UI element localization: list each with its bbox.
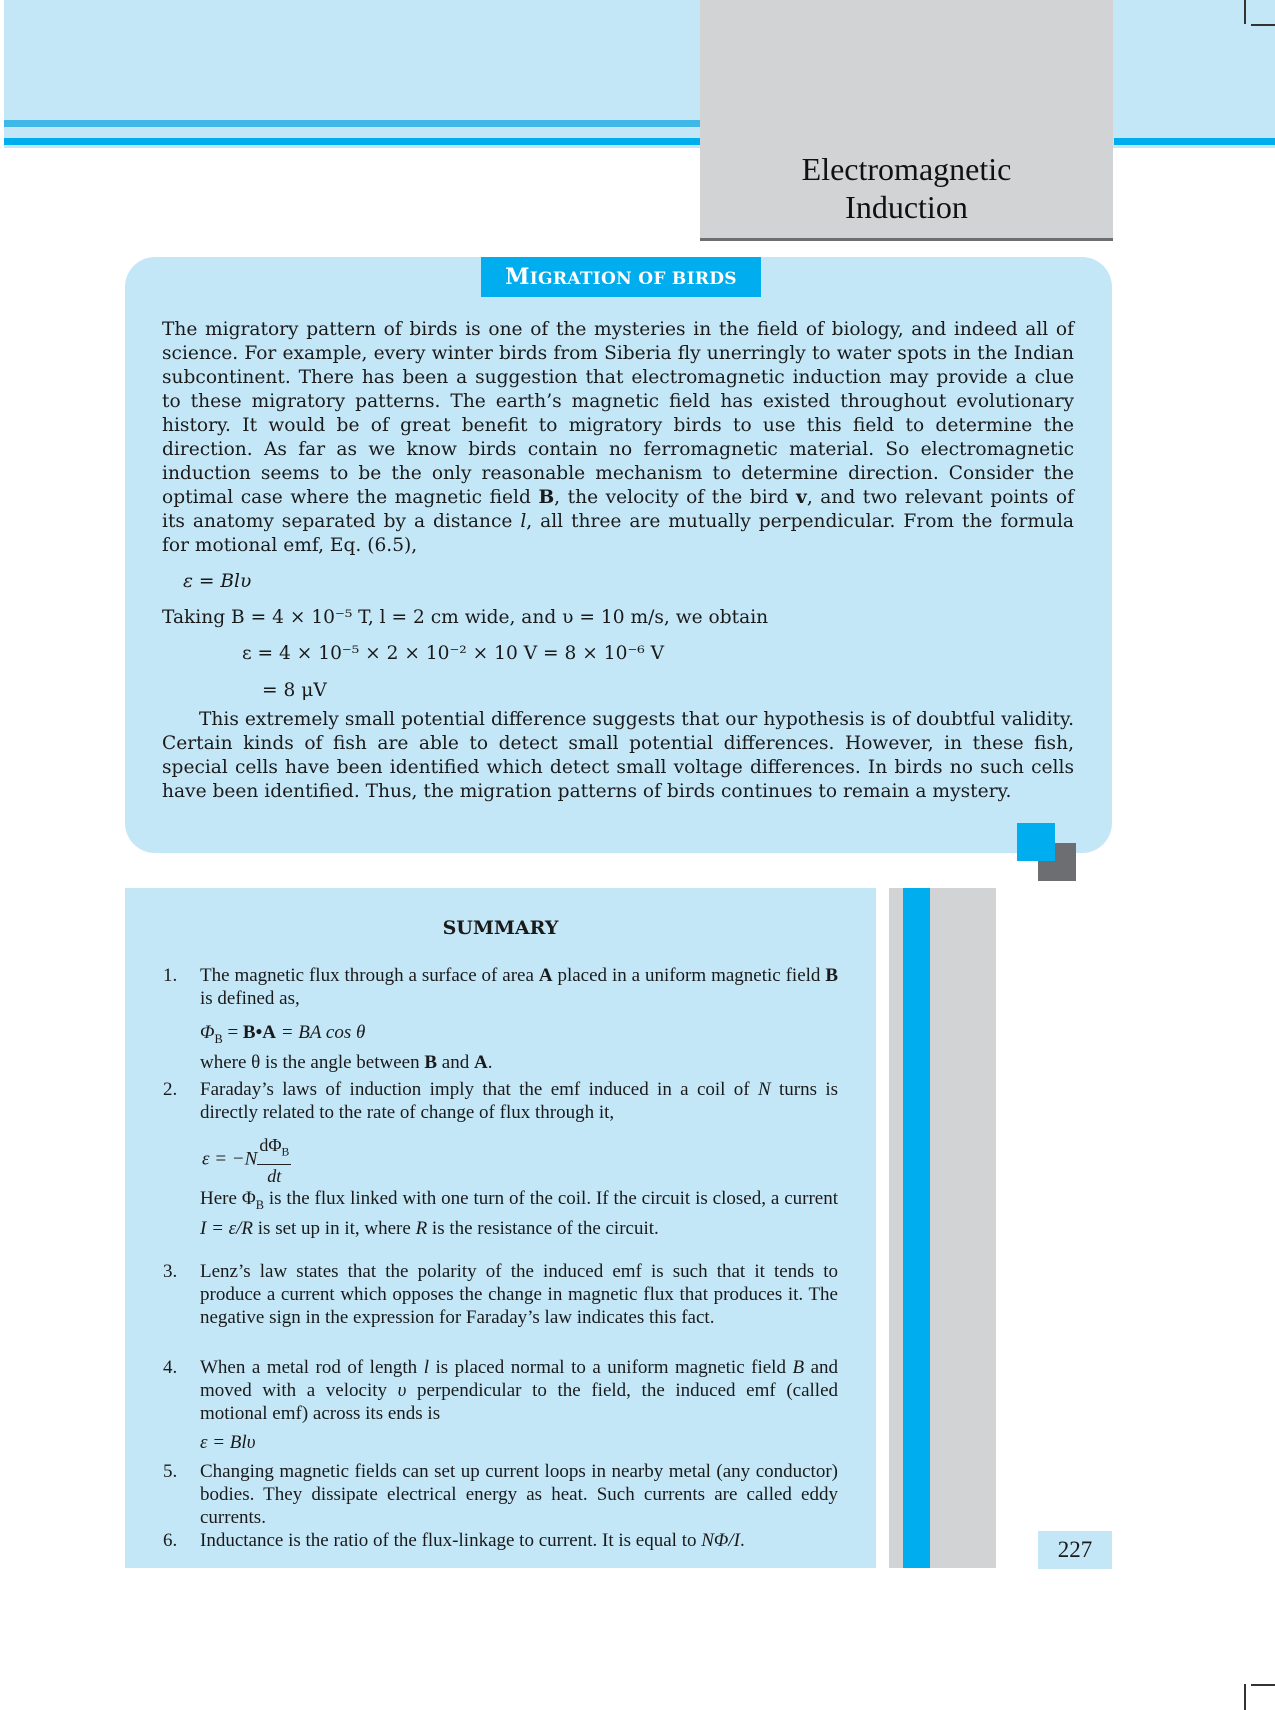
fraction [257,1134,291,1187]
item-text: Changing magnetic fields can set up current loops in nearby metal (any conductor) bodies. They dissipate electrical energy as heat. Such currents are called eddy currents. [200,1461,838,1528]
text: When a metal rod of length [200,1357,418,1378]
italic-l: l [423,1357,429,1378]
faraday-equation [202,1134,291,1187]
header-rule-upper [4,120,700,127]
para-text: , and two relevant points of its anatomy separated by a distance [162,487,1074,532]
bold-B: B [538,487,555,508]
italic-R: R [415,1217,428,1239]
crop-mark [1251,1684,1275,1686]
crop-mark [1244,1684,1246,1710]
para-text: , all three are mutually perpendicular. From the formula for motional emf, Eq. (6.5), [162,511,1074,556]
bold-B: B [424,1052,438,1073]
subscript: B [214,1031,223,1046]
item-number: 5. [163,1461,178,1482]
text: Inductance is the ratio of the flux-linkage to current. It is equal to [200,1530,697,1551]
item-text [200,1356,838,1425]
flux-where [200,1051,492,1074]
subscript: B [281,1145,290,1159]
text: . [487,1052,493,1073]
text: is placed normal to a uniform magnetic field [435,1357,786,1378]
flux-equation [200,1021,365,1051]
crop-mark [1251,24,1275,26]
text: and [441,1052,470,1073]
title-text: IGRATION OF [529,269,672,289]
summary-item-3 [163,1260,838,1352]
numerator [257,1134,291,1165]
text: NΦ/I [701,1530,740,1551]
text: . [739,1530,745,1551]
text: ε = Blυ [200,1432,256,1453]
italic-N: N [757,1079,771,1100]
item-text [200,1529,838,1552]
summary-item-5 [163,1460,838,1529]
equation-calc: ε = 4 × 10⁻⁵ × 2 × 10⁻² × 10 V = 8 × 10⁻⁶ V [242,643,665,664]
chapter-title-line1: Electromagnetic [801,151,1012,187]
para-text: The migratory pattern of birds is one of the mysteries in the field of biology, and indeed all of science. For example, every winter birds from Siberia fly unerringly to water spots in the Indian subcontinent. There has been a suggestion that electromagnetic induction may provide a clue to these migratory patterns. The earth’s magnetic field has existed throughout evolutionary history. It would be of great benefit to migratory birds to use this field to determine the direction. As far as we know birds contain no ferromagnetic material. So electromagnetic induction seems to be the only reasonable mechanism to determine direction. Consider the optimal case where the magnetic field [162,319,1074,508]
migration-box-title [481,257,761,297]
subscript: B [255,1197,264,1212]
item-text: Lenz’s law states that the polarity of the induced emf is such that it tends to produce a current which opposes the change in magnetic flux that produces it. The negative sign in the expression for Faraday’s law indicates this fact. [200,1261,838,1328]
text: is set up in it, where [257,1217,411,1239]
taking-values: Taking B = 4 × 10⁻⁵ T, l = 2 cm wide, and υ = 10 m/s, we obtain [162,607,769,628]
deco-square-blue [1017,823,1055,861]
item-number: 2. [163,1079,178,1100]
text: = [227,1022,239,1043]
item-text [200,1187,838,1240]
side-bar-blue [903,888,930,1568]
header-rule-lower [4,138,700,145]
summary-item-2 [163,1078,838,1124]
text: The magnetic flux through a surface of area [200,965,534,986]
phi: Φ [200,1022,215,1043]
text: = BA cos θ [280,1022,366,1043]
item-number: 1. [163,965,178,986]
summary-item-6 [163,1529,838,1552]
italic-B: B [792,1357,805,1378]
bold-A: A [538,965,553,986]
motional-emf-equation [200,1431,255,1454]
text: dΦ [259,1135,282,1155]
bold-B: B [825,965,839,986]
text: is defined as, [200,988,300,1009]
title-initial: M [505,264,530,290]
text: ε = −N [202,1148,258,1170]
item-text [200,964,838,1010]
summary-heading: SUMMARY [442,917,559,939]
text: Here Φ [200,1188,256,1209]
bold-BA: B•A [242,1022,276,1043]
chapter-title [700,150,1113,226]
text: Faraday’s laws of induction imply that the emf induced in a coil of [200,1079,750,1100]
text: I = ε/R [200,1217,254,1239]
item-number: 3. [163,1261,178,1282]
text: where θ is the angle between [200,1052,420,1073]
text: dt [267,1165,282,1186]
italic-l: l [520,511,527,532]
text: is the flux linked with one turn of the coil. If the circuit is closed, a current [268,1188,839,1209]
migration-para-2 [162,708,1074,804]
text: placed in a uniform magnetic field [557,965,821,986]
text: perpendicular to the field, the induced emf (called motional emf) across its ends is [200,1380,839,1424]
para-text: , the velocity of the bird [554,487,789,508]
equation-result: = 8 μV [262,680,327,701]
item-number: 4. [163,1357,178,1378]
chapter-title-line2: Induction [845,189,968,225]
bold-v: v [796,487,807,508]
summary-item-4 [163,1356,838,1425]
equation-emf [183,570,251,594]
para-text: This extremely small potential difference suggests that our hypothesis is of doubtful validity. Certain kinds of fish are able to detect small potential differences. However, in these fish, special cells have been identified which detect small voltage differences. In birds no such cells have been identified. Thus, the migration patterns of birds continues to remain a mystery. [162,709,1074,802]
text: is the resistance of the circuit. [431,1217,659,1239]
page-number: 227 [1038,1531,1112,1569]
text: turns is directly related to the rate of change of flux through it, [200,1079,838,1123]
summary-item-1 [163,964,838,1010]
crop-mark [1244,0,1246,24]
denominator [257,1165,291,1187]
item-text [200,1078,838,1124]
text: and moved with a velocity [200,1357,839,1401]
header-rule-right [1114,138,1275,145]
summary-item-2-here [200,1187,838,1256]
migration-para-1 [162,318,1074,558]
equation-text: ε = Blυ [183,571,252,592]
italic-v: υ [397,1380,407,1401]
item-number: 6. [163,1530,178,1551]
bold-A: A [473,1052,488,1073]
title-text: BIRDS [671,269,737,289]
